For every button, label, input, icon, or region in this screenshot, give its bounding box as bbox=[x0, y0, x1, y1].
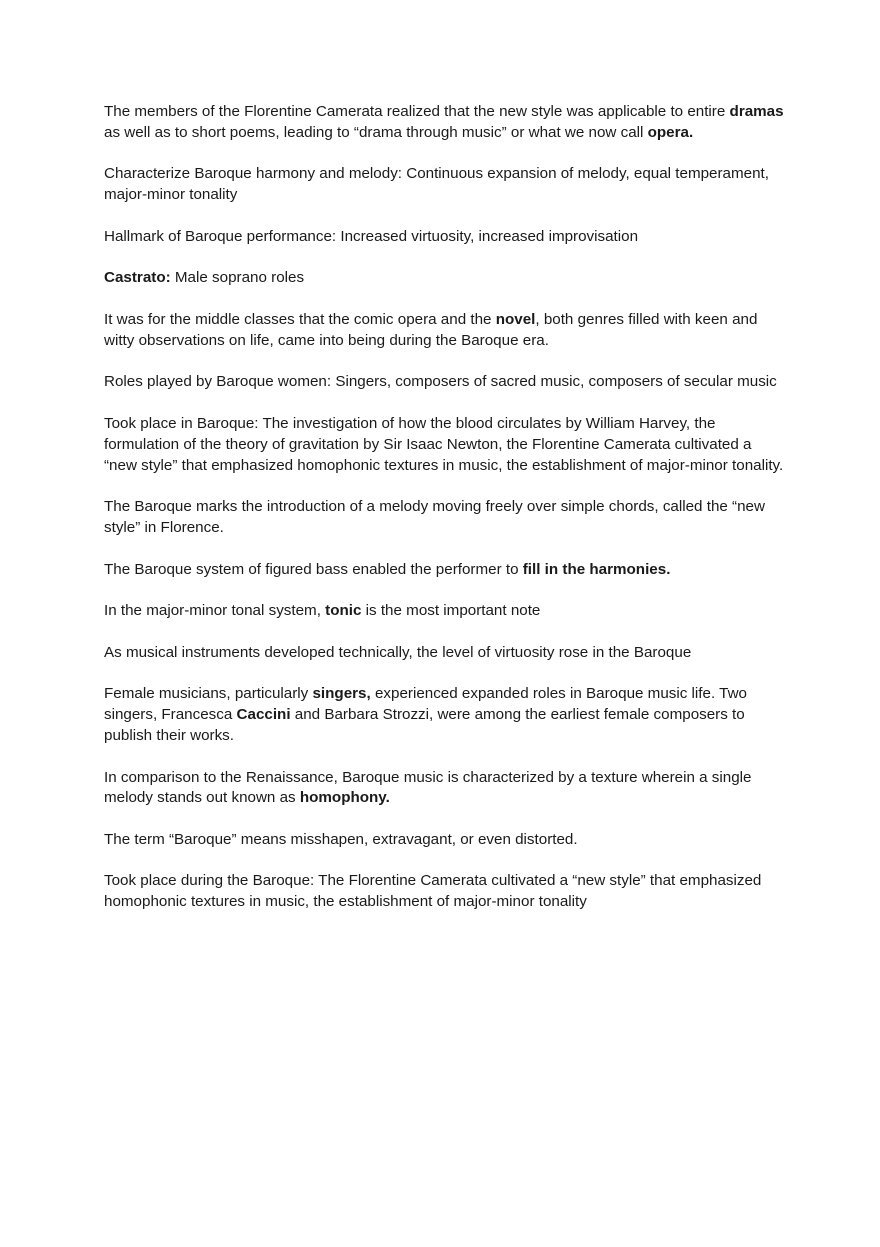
bold-text-run: dramas bbox=[729, 103, 784, 120]
paragraph bbox=[104, 684, 784, 746]
text-run: Hallmark of Baroque performance: Increased virtuosity, increased improvisation bbox=[104, 227, 639, 245]
text-run: The term “Baroque” means misshapen, extravagant, or even distorted. bbox=[104, 830, 578, 848]
paragraph bbox=[104, 372, 784, 393]
paragraph bbox=[104, 414, 784, 476]
paragraph bbox=[104, 643, 784, 664]
paragraph bbox=[104, 768, 784, 810]
text-run: and Barbara Strozzi, were among the earliest female composers to publish their works. bbox=[104, 706, 745, 744]
text-run: It was for the middle classes that the comic opera and the bbox=[104, 310, 496, 328]
text-run: In the major-minor tonal system, bbox=[104, 602, 326, 620]
text-run: As musical instruments developed technically, the level of virtuosity rose in the Baroque bbox=[104, 643, 692, 661]
text-run: In comparison to the Renaissance, Baroque music is characterized by a texture wherein a single melody stands out known as bbox=[104, 768, 752, 807]
paragraph bbox=[104, 830, 784, 851]
text-run: The members of the Florentine Camerata realized that the new style was applicable to entire bbox=[104, 103, 730, 120]
text-run: Male soprano roles bbox=[170, 269, 305, 287]
text-run: The Baroque system of figured bass enabled the performer to bbox=[104, 560, 523, 578]
bold-text-run: Caccini bbox=[236, 706, 291, 724]
bold-text-run: Castrato: bbox=[104, 269, 171, 287]
paragraph bbox=[104, 164, 784, 206]
text-run: Took place in Baroque: The investigation of how the blood circulates by William Harvey, the formulation of the theory of gravitation by Sir Isaac Newton, the Florentine Camerata cultivated a “new style” that emphasized homophonic textures in music, the establishment of major-minor tonality. bbox=[104, 414, 784, 474]
bold-text-run: novel bbox=[495, 310, 536, 328]
paragraph bbox=[104, 268, 784, 289]
bold-text-run: singers, bbox=[312, 685, 371, 703]
text-run: Took place during the Baroque: The Florentine Camerata cultivated a “new style” that emphasized homophonic textures in music, the establishment of major-minor tonality bbox=[104, 872, 762, 911]
paragraph bbox=[104, 601, 784, 622]
document-body bbox=[104, 102, 784, 934]
paragraph bbox=[104, 310, 784, 352]
text-run: , both genres filled with keen and witty observations on life, came into being during the Baroque era. bbox=[104, 310, 758, 349]
text-run: Characterize Baroque harmony and melody: Continuous expansion of melody, equal temperament, major-minor tonality bbox=[104, 165, 769, 204]
bold-text-run: opera. bbox=[647, 123, 694, 141]
bold-text-run: tonic bbox=[325, 602, 362, 620]
paragraph bbox=[104, 560, 784, 581]
text-run: is the most important note bbox=[361, 602, 541, 620]
paragraph bbox=[104, 497, 784, 539]
text-run: experienced expanded roles in Baroque music life. Two singers, Francesca bbox=[104, 685, 747, 724]
text-run: as well as to short poems, leading to “drama through music” or what we now call bbox=[104, 123, 648, 141]
text-run: The Baroque marks the introduction of a melody moving freely over simple chords, called the “new style” in Florence. bbox=[104, 498, 765, 536]
bold-text-run: fill in the harmonies. bbox=[522, 560, 671, 578]
text-run: Roles played by Baroque women: Singers, composers of sacred music, composers of secular music bbox=[104, 373, 777, 391]
paragraph bbox=[104, 227, 784, 248]
text-run: Female musicians, particularly bbox=[104, 685, 313, 703]
paragraph bbox=[104, 871, 784, 913]
paragraph bbox=[104, 102, 784, 144]
bold-text-run: homophony. bbox=[299, 789, 390, 807]
